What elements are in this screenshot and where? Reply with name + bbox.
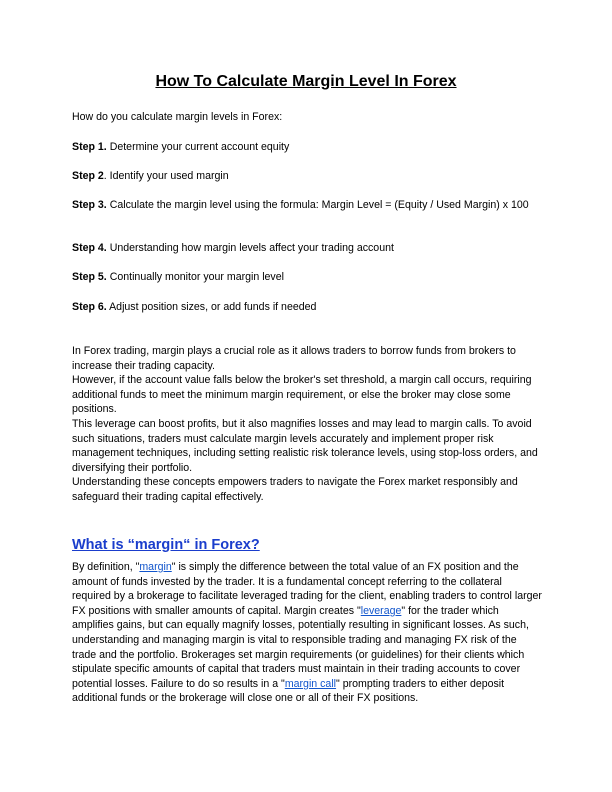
overview-section (72, 344, 542, 505)
intro-text: How do you calculate margin levels in Forex: (72, 111, 283, 123)
margin-call-link[interactable]: margin call (284, 677, 337, 690)
step-text: Calculate the margin level using the formula: Margin Level = (Equity / Used Margin) x 100 (106, 199, 529, 211)
step-2 (72, 169, 540, 184)
step-text: Understanding how margin levels affect your trading account (106, 242, 394, 254)
body-text: " is simply the difference between the total value of an FX position and the amount of funds invested by the trader. It is a fundamental concept referring to the collateral required by a brokerage to facilitate leveraged trading for the client, enabling traders to control larger FX positions with smaller amounts of capital. Margin creates " (72, 561, 542, 617)
margin-definition-paragraph (72, 560, 542, 706)
step-1 (72, 140, 540, 155)
step-3 (72, 198, 540, 213)
step-label: Step 2 (72, 170, 104, 182)
step-label: Step 4. (72, 242, 107, 254)
step-label: Step 1. (72, 141, 107, 153)
overview-paragraph: This leverage can boost profits, but it also magnifies losses and may lead to margin calls. To avoid such situations, traders must calculate margin levels accurately and implement proper risk management techniques, including setting realistic risk tolerance levels, using stop-loss orders, and diversifying their portfolio. (72, 417, 538, 474)
step-text: Continually monitor your margin level (106, 271, 284, 283)
step-text: . Identify your used margin (103, 170, 229, 182)
margin-link[interactable]: margin (139, 561, 172, 573)
step-4 (72, 241, 540, 256)
step-5 (72, 270, 540, 285)
leverage-link[interactable]: leverage (360, 604, 402, 617)
overview-paragraph: Understanding these concepts empowers traders to navigate the Forex market responsibly and safeguard their trading capital effectively. (72, 476, 518, 503)
overview-paragraph: In Forex trading, margin plays a crucial role as it allows traders to borrow funds from brokers to increase their trading capacity. (72, 345, 516, 372)
body-text: " prompting traders to either deposit additional funds or the brokerage will close one or all of their FX positions. (72, 677, 505, 705)
body-text: By definition, " (72, 561, 140, 573)
page-title: How To Calculate Margin Level In Forex (155, 73, 457, 90)
section-heading: What is “margin“ in Forex? (72, 537, 260, 553)
step-label: Step 6. (72, 301, 107, 313)
step-text: Determine your current account equity (106, 141, 290, 153)
step-6 (72, 300, 540, 315)
step-label: Step 3. (72, 199, 107, 211)
overview-paragraph: However, if the account value falls below the broker's set threshold, a margin call occurs, requiring additional funds to meet the minimum margin requirement, or else the broker may close some positions. (72, 374, 532, 416)
body-text: " for the trader which amplifies gains, but can equally magnify losses, potentially resulting in significant losses. As such, understanding and managing margin is vital to responsible trading and managing FX risk of the trade and the portfolio. Brokerages set margin requirements (or guidelines) for their clients which stipulate specific amounts of capital that traders must maintain in their trading accounts to cover potential losses. Failure to do so results in a " (72, 604, 529, 690)
step-text: Adjust position sizes, or add funds if needed (106, 301, 317, 313)
step-label: Step 5. (72, 271, 107, 283)
